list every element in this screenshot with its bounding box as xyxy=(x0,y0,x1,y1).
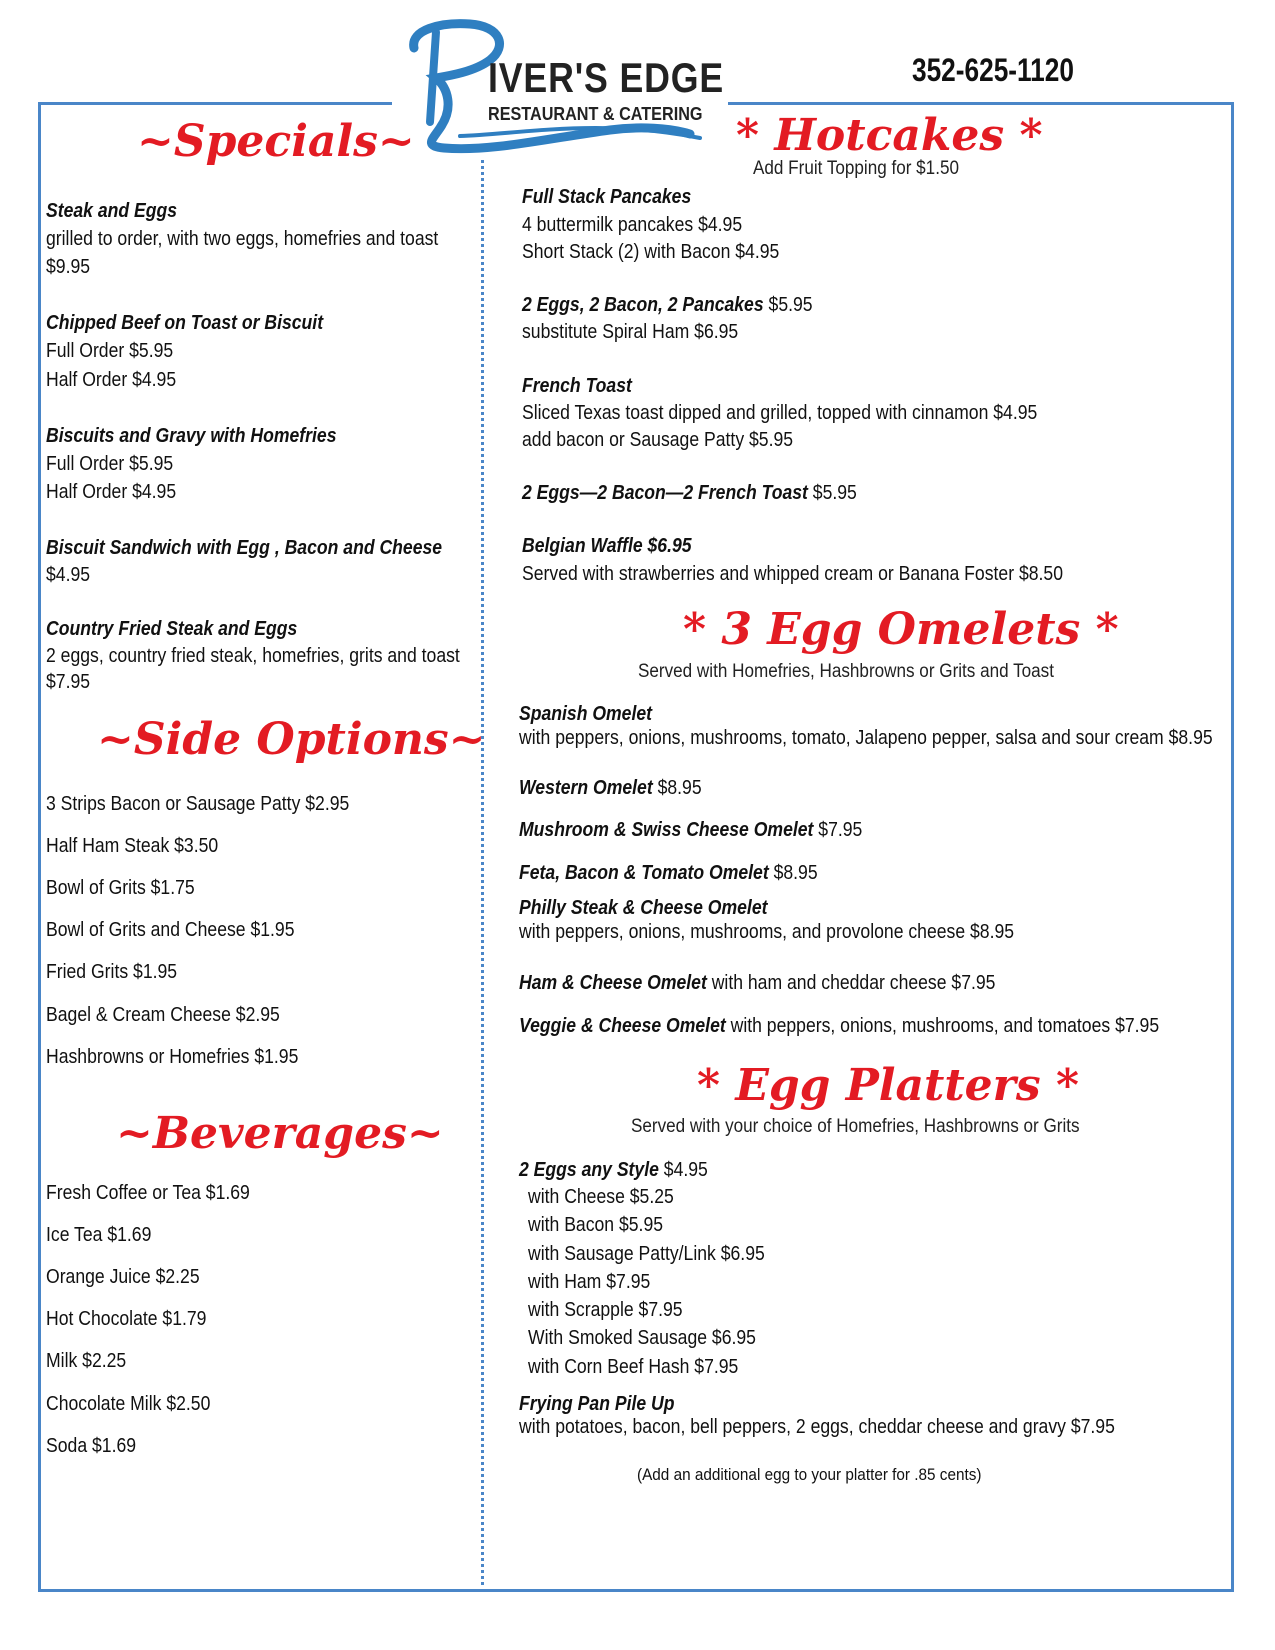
logo-name: IVER'S EDGE xyxy=(488,54,725,101)
omelet-price: $8.95 xyxy=(652,777,702,799)
hotcake-combo-name: 2 Eggs, 2 Bacon, 2 Pancakes xyxy=(522,294,764,316)
waffle-name: Belgian Waffle $6.95 xyxy=(522,535,692,557)
platter-name: Frying Pan Pile Up xyxy=(519,1393,675,1415)
omelet-desc: with peppers, onions, mushrooms, and provolone cheese $8.95 xyxy=(519,921,1015,943)
side-item: Fried Grits $1.95 xyxy=(46,961,178,983)
special-desc: 2 eggs, country fried steak, homefries, grits and toast xyxy=(46,645,460,667)
restaurant-logo xyxy=(400,18,725,168)
omelet-name: Feta, Bacon & Tomato Omelet xyxy=(519,862,769,884)
special-name: Country Fried Steak and Eggs xyxy=(46,618,298,640)
side-item: Half Ham Steak $3.50 xyxy=(46,835,219,857)
specials-title: ~Specials~ xyxy=(137,116,415,167)
hotcake-line: Short Stack (2) with Bacon $4.95 xyxy=(522,241,780,263)
beverage-item: Orange Juice $2.25 xyxy=(46,1266,200,1288)
omelet-price: $7.95 xyxy=(813,819,863,841)
side-item: Bagel & Cream Cheese $2.95 xyxy=(46,1004,280,1026)
beverage-item: Soda $1.69 xyxy=(46,1435,137,1457)
side-item: Hashbrowns or Homefries $1.95 xyxy=(46,1046,299,1068)
platter-option: with Ham $7.95 xyxy=(528,1271,651,1293)
logo-tagline: RESTAURANT & CATERING xyxy=(488,104,703,124)
special-name: Chipped Beef on Toast or Biscuit xyxy=(46,312,324,334)
platter-option: With Smoked Sausage $6.95 xyxy=(528,1327,756,1349)
toast-combo xyxy=(522,482,857,505)
special-price: Half Order $4.95 xyxy=(46,481,177,503)
waffle-line: Served with strawberries and whipped cream or Banana Foster $8.50 xyxy=(522,563,1063,585)
platter-option: with Corn Beef Hash $7.95 xyxy=(528,1356,739,1378)
special-price: Half Order $4.95 xyxy=(46,369,177,391)
omelet-item xyxy=(519,819,862,842)
special-price: Full Order $5.95 xyxy=(46,453,174,475)
omelet-name: Ham & Cheese Omelet xyxy=(519,972,707,994)
hotcakes-title: * Hotcakes * xyxy=(736,110,1043,161)
beverage-item: Hot Chocolate $1.79 xyxy=(46,1308,207,1330)
platter-option: with Sausage Patty/Link $6.95 xyxy=(528,1243,765,1265)
toast-combo-price: $5.95 xyxy=(807,482,857,504)
omelet-item xyxy=(519,777,702,800)
omelet-item xyxy=(519,972,995,995)
hotcake-line: 4 buttermilk pancakes $4.95 xyxy=(522,214,743,236)
beverage-item: Ice Tea $1.69 xyxy=(46,1224,152,1246)
omelet-desc: with ham and cheddar cheese $7.95 xyxy=(706,972,996,994)
platter-item xyxy=(519,1159,708,1182)
beverage-item: Fresh Coffee or Tea $1.69 xyxy=(46,1182,250,1204)
platter-desc: with potatoes, bacon, bell peppers, 2 eggs, cheddar cheese and gravy $7.95 xyxy=(519,1416,1115,1438)
beverages-title: ~Beverages~ xyxy=(116,1108,444,1159)
hotcake-line: substitute Spiral Ham $6.95 xyxy=(522,321,739,343)
omelet-item xyxy=(519,862,818,885)
hotcake-line: Sliced Texas toast dipped and grilled, topped with cinnamon $4.95 xyxy=(522,402,1038,424)
special-name: Steak and Eggs xyxy=(46,200,178,222)
hotcake-name: Full Stack Pancakes xyxy=(522,186,692,208)
side-item: Bowl of Grits and Cheese $1.95 xyxy=(46,919,295,941)
omelets-title: * 3 Egg Omelets * xyxy=(683,604,1119,655)
omelet-desc: with peppers, onions, mushrooms, tomato, Jalapeno pepper, salsa and sour cream $8.95 xyxy=(519,727,1213,749)
beverage-item: Chocolate Milk $2.50 xyxy=(46,1393,211,1415)
omelets-subtitle: Served with Homefries, Hashbrowns or Grits and Toast xyxy=(638,661,1054,682)
omelet-desc: with peppers, onions, mushrooms, and tomatoes $7.95 xyxy=(725,1015,1160,1037)
side-options-title: ~Side Options~ xyxy=(97,714,486,765)
special-name: Biscuit Sandwich with Egg , Bacon and Cheese xyxy=(46,537,443,559)
special-desc: grilled to order, with two eggs, homefries and toast xyxy=(46,228,439,250)
omelet-name: Spanish Omelet xyxy=(519,703,653,725)
platter-name: 2 Eggs any Style xyxy=(519,1159,659,1181)
special-price: Full Order $5.95 xyxy=(46,340,174,362)
platter-price: $4.95 xyxy=(658,1159,708,1181)
platter-note: (Add an additional egg to your platter for .85 cents) xyxy=(637,1465,982,1484)
special-price: $4.95 xyxy=(46,564,91,586)
beverage-item: Milk $2.25 xyxy=(46,1350,127,1372)
special-price: $7.95 xyxy=(46,671,91,693)
column-divider xyxy=(481,160,484,1585)
platter-option: with Scrapple $7.95 xyxy=(528,1299,683,1321)
egg-platters-title: * Egg Platters * xyxy=(697,1060,1079,1111)
special-price: $9.95 xyxy=(46,256,91,278)
omelet-name: Philly Steak & Cheese Omelet xyxy=(519,897,768,919)
egg-platters-subtitle: Served with your choice of Homefries, Hashbrowns or Grits xyxy=(631,1116,1080,1137)
special-name: Biscuits and Gravy with Homefries xyxy=(46,425,337,447)
omelet-item xyxy=(519,1015,1159,1038)
omelet-name: Mushroom & Swiss Cheese Omelet xyxy=(519,819,814,841)
omelet-name: Veggie & Cheese Omelet xyxy=(519,1015,726,1037)
side-item: 3 Strips Bacon or Sausage Patty $2.95 xyxy=(46,793,350,815)
omelet-price: $8.95 xyxy=(768,862,818,884)
hotcake-line: add bacon or Sausage Patty $5.95 xyxy=(522,429,794,451)
platter-option: with Cheese $5.25 xyxy=(528,1186,674,1208)
hotcake-combo-price: $5.95 xyxy=(763,294,813,316)
hotcakes-subtitle: Add Fruit Topping for $1.50 xyxy=(753,158,959,179)
phone-number: 352-625-1120 xyxy=(912,52,1074,88)
side-item: Bowl of Grits $1.75 xyxy=(46,877,195,899)
hotcake-name: French Toast xyxy=(522,375,632,397)
omelet-name: Western Omelet xyxy=(519,777,653,799)
platter-option: with Bacon $5.95 xyxy=(528,1214,664,1236)
hotcake-combo xyxy=(522,294,813,317)
toast-combo-name: 2 Eggs—2 Bacon—2 French Toast xyxy=(522,482,808,504)
